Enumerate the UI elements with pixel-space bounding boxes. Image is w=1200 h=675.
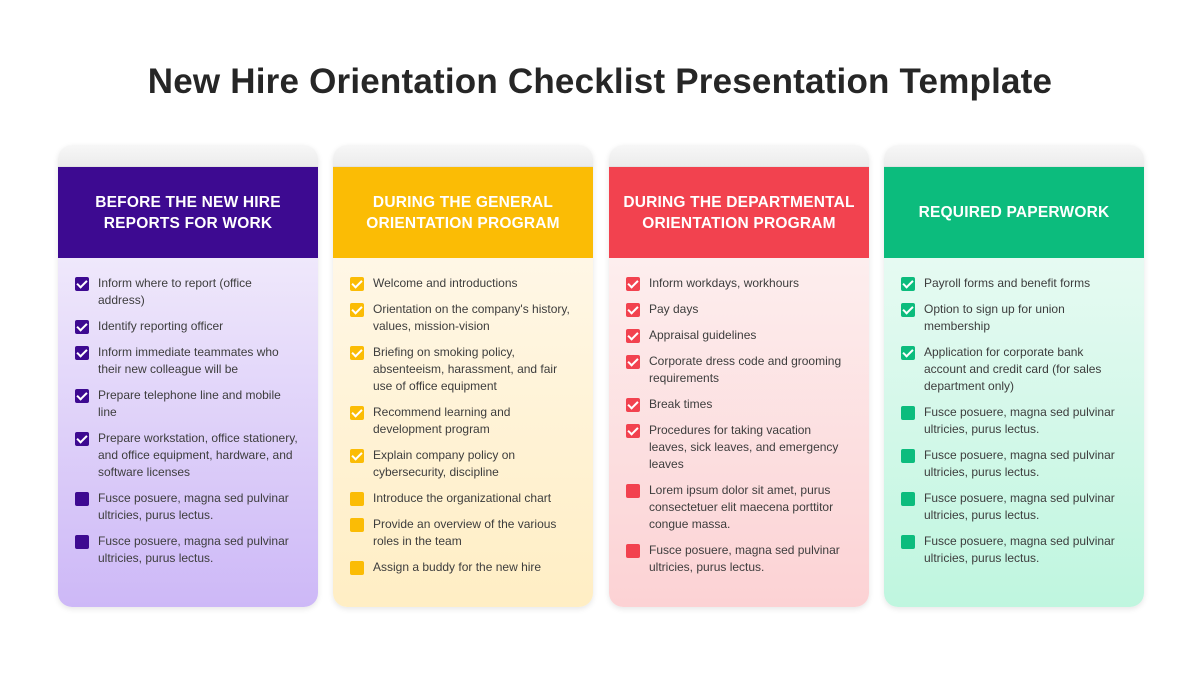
- checklist-item-text: Inform immediate teammates who their new colleague will be: [98, 345, 279, 376]
- checklist-item-text: Provide an overview of the various roles in the team: [373, 517, 557, 548]
- checklist-item: [75, 490, 300, 524]
- checklist-item-text: Procedures for taking vacation leaves, sick leaves, and emergency leaves: [649, 423, 839, 471]
- checked-checkbox-icon[interactable]: [901, 346, 915, 360]
- checklist-item-text: Appraisal guidelines: [649, 328, 757, 342]
- checklist-item: [75, 430, 300, 481]
- column-before-new-hire: [58, 145, 318, 607]
- checklist-item-text: Prepare workstation, office stationery, and office equipment, hardware, and software licenses: [98, 431, 298, 479]
- checklist-item-text: Payroll forms and benefit forms: [924, 276, 1091, 290]
- checklist-item-text: Fusce posuere, magna sed pulvinar ultricies, purus lectus.: [924, 405, 1115, 436]
- card-top-strip: [333, 145, 593, 167]
- checked-checkbox-icon[interactable]: [350, 406, 364, 420]
- checklist-item: [350, 404, 575, 438]
- checked-checkbox-icon[interactable]: [75, 346, 89, 360]
- column-header: REQUIRED PAPERWORK: [884, 167, 1144, 258]
- checked-checkbox-icon[interactable]: [350, 277, 364, 291]
- unchecked-checkbox-icon[interactable]: [350, 492, 364, 506]
- column-header: BEFORE THE NEW HIRE REPORTS FOR WORK: [58, 167, 318, 258]
- checked-checkbox-icon[interactable]: [901, 277, 915, 291]
- card-top-strip: [884, 145, 1144, 167]
- checklist-item: [626, 482, 851, 533]
- checked-checkbox-icon[interactable]: [350, 449, 364, 463]
- unchecked-checkbox-icon[interactable]: [75, 492, 89, 506]
- checklist: [333, 258, 593, 607]
- checklist-item: [75, 344, 300, 378]
- checked-checkbox-icon[interactable]: [350, 346, 364, 360]
- column-departmental-orientation: [609, 145, 869, 607]
- checklist-item-text: Identify reporting officer: [98, 319, 224, 333]
- checklist-item: [901, 533, 1126, 567]
- checklist-item: [901, 275, 1126, 292]
- checklist-item: [626, 542, 851, 576]
- checked-checkbox-icon[interactable]: [626, 277, 640, 291]
- checked-checkbox-icon[interactable]: [75, 389, 89, 403]
- column-header: DURING THE GENERAL ORIENTATION PROGRAM: [333, 167, 593, 258]
- checklist: [609, 258, 869, 607]
- checklist-item-text: Corporate dress code and grooming requirements: [649, 354, 842, 385]
- checklist-item: [75, 533, 300, 567]
- checked-checkbox-icon[interactable]: [626, 355, 640, 369]
- checklist-item-text: Pay days: [649, 302, 699, 316]
- checklist-item-text: Orientation on the company's history, values, mission-vision: [373, 302, 570, 333]
- checklist-item: [350, 344, 575, 395]
- checklist-item: [75, 318, 300, 335]
- checklist-item-text: Option to sign up for union membership: [924, 302, 1065, 333]
- checked-checkbox-icon[interactable]: [626, 424, 640, 438]
- checklist-item-text: Recommend learning and development program: [373, 405, 511, 436]
- checklist-item-text: Fusce posuere, magna sed pulvinar ultricies, purus lectus.: [924, 491, 1115, 522]
- checklist-item: [350, 490, 575, 507]
- checklist-item: [626, 301, 851, 318]
- checked-checkbox-icon[interactable]: [626, 329, 640, 343]
- checklist-item: [350, 559, 575, 576]
- checklist-item: [901, 344, 1126, 395]
- checklist-item: [626, 275, 851, 292]
- checklist-item-text: Inform where to report (office address): [98, 276, 252, 307]
- checklist-item-text: Application for corporate bank account and credit card (for sales department only): [924, 345, 1102, 393]
- checklist-item-text: Break times: [649, 397, 713, 411]
- checklist-item: [626, 396, 851, 413]
- unchecked-checkbox-icon[interactable]: [626, 544, 640, 558]
- checked-checkbox-icon[interactable]: [75, 277, 89, 291]
- checklist-item-text: Inform workdays, workhours: [649, 276, 800, 290]
- checklist-item-text: Fusce posuere, magna sed pulvinar ultricies, purus lectus.: [924, 448, 1115, 479]
- checklist-item: [350, 516, 575, 550]
- checklist-item: [350, 275, 575, 292]
- unchecked-checkbox-icon[interactable]: [901, 406, 915, 420]
- column-header: DURING THE DEPARTMENTAL ORIENTATION PROGRAM: [609, 167, 869, 258]
- checklist-item-text: Briefing on smoking policy, absenteeism, harassment, and fair use of office equipment: [373, 345, 558, 393]
- unchecked-checkbox-icon[interactable]: [626, 484, 640, 498]
- checklist-item: [901, 447, 1126, 481]
- checklist-item: [901, 490, 1126, 524]
- unchecked-checkbox-icon[interactable]: [350, 561, 364, 575]
- checked-checkbox-icon[interactable]: [901, 303, 915, 317]
- checklist-item: [75, 387, 300, 421]
- checklist-item: [350, 447, 575, 481]
- checklist-item: [626, 327, 851, 344]
- checklist: [58, 258, 318, 607]
- column-general-orientation: [333, 145, 593, 607]
- checklist-item-text: Fusce posuere, magna sed pulvinar ultricies, purus lectus.: [649, 543, 840, 574]
- checklist-item: [626, 422, 851, 473]
- checklist-item-text: Welcome and introductions: [373, 276, 518, 290]
- page-title: New Hire Orientation Checklist Presentation Template: [147, 62, 1053, 101]
- checklist: [884, 258, 1144, 607]
- checked-checkbox-icon[interactable]: [75, 320, 89, 334]
- checklist-item: [626, 353, 851, 387]
- card-top-strip: [58, 145, 318, 167]
- checked-checkbox-icon[interactable]: [75, 432, 89, 446]
- checklist-item: [75, 275, 300, 309]
- checked-checkbox-icon[interactable]: [626, 303, 640, 317]
- checklist-item-text: Introduce the organizational chart: [373, 491, 552, 505]
- card-top-strip: [609, 145, 869, 167]
- unchecked-checkbox-icon[interactable]: [75, 535, 89, 549]
- checklist-item-text: Fusce posuere, magna sed pulvinar ultricies, purus lectus.: [98, 534, 289, 565]
- unchecked-checkbox-icon[interactable]: [350, 518, 364, 532]
- checked-checkbox-icon[interactable]: [626, 398, 640, 412]
- checklist-item: [901, 404, 1126, 438]
- checklist-columns: [58, 145, 1144, 607]
- column-required-paperwork: [884, 145, 1144, 607]
- checklist-item-text: Fusce posuere, magna sed pulvinar ultricies, purus lectus.: [98, 491, 289, 522]
- checklist-item-text: Lorem ipsum dolor sit amet, purus consectetuer elit maecena porttitor congue massa.: [649, 483, 834, 531]
- unchecked-checkbox-icon[interactable]: [901, 535, 915, 549]
- checklist-item-text: Fusce posuere, magna sed pulvinar ultricies, purus lectus.: [924, 534, 1115, 565]
- checklist-item-text: Explain company policy on cybersecurity, discipline: [373, 448, 516, 479]
- checklist-item: [901, 301, 1126, 335]
- checklist-item-text: Assign a buddy for the new hire: [373, 560, 542, 574]
- checked-checkbox-icon[interactable]: [350, 303, 364, 317]
- checklist-item-text: Prepare telephone line and mobile line: [98, 388, 281, 419]
- checklist-item: [350, 301, 575, 335]
- unchecked-checkbox-icon[interactable]: [901, 449, 915, 463]
- unchecked-checkbox-icon[interactable]: [901, 492, 915, 506]
